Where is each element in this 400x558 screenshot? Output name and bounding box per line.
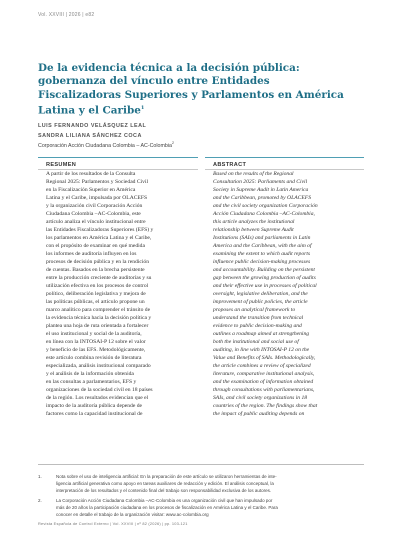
affiliation <box>38 141 174 149</box>
resumen-line: utilización efectiva en los procesos de control <box>46 282 149 289</box>
abstract-line: countries of the region. The findings show that <box>213 402 318 409</box>
resumen-line: este artículo combina revisión de literatura <box>46 354 142 361</box>
abstract-line: outlines a roadmap aimed at strengthening <box>213 330 310 337</box>
resumen-top-rule <box>38 157 198 158</box>
footnote-line: más de 20 años la participación ciudadana en los procesos de fiscalización en América Latina y el Caribe. Para <box>56 505 278 511</box>
abstract-line: evidence to public decision-making and <box>213 322 302 329</box>
abstract-line: gap between the growing production of audits <box>213 274 316 281</box>
resumen-line: y beneficio de las EFS. Metodológicamente, <box>46 346 146 353</box>
resumen-line: y el análisis de la información obtenida <box>46 370 134 377</box>
journal-footer: Revista Española de Control Externo | Vol. XXVIII | nº 82 (2026) | pp. 103-121 <box>38 521 188 526</box>
resumen-line: marco analítico para comprender el tránsito de <box>46 306 151 313</box>
resumen-line: Regional 2025: Parlamentos y Sociedad Civil <box>46 178 149 185</box>
resumen-line: factores como la capacidad institucional de <box>46 410 143 417</box>
resumen-line: organizaciones de la sociedad civil en 18 países <box>46 386 153 393</box>
resumen-line: con el propósito de examinar en qué medida <box>46 242 145 249</box>
resumen-line: artículo analiza el vínculo institucional entre <box>46 218 146 225</box>
abstract-line: oversight, legislative deliberation, and the <box>213 290 308 297</box>
title-text: De la evidencia técnica a la decisión pública: gobernanza del vínculo entre Entidades Fiscalizadoras Superiores y Parlamentos en América Latina y el Caribe <box>38 62 344 117</box>
resumen-line: Ciudadana Colombia –AC-Colombia, este <box>46 210 141 217</box>
abstract-heading: ABSTRACT <box>213 162 247 168</box>
abstract-line: this article analyzes the institutional <box>213 218 295 225</box>
resumen-line: impacto de la auditoría pública depende de <box>46 402 142 409</box>
running-head: Vol. XXVIII | 2026 | e82 <box>38 12 95 18</box>
resumen-line: el uso institucional y social de la auditoría, <box>46 330 142 337</box>
abstract-line: proposes an analytical framework to <box>213 306 296 313</box>
footnote-line: conocer en detalle el trabajo de la organización visitar: www.ac-colombia.org <box>56 511 209 517</box>
resumen-line: plantea una hoja de ruta orientada a fortalecer <box>46 322 149 329</box>
resumen-line: Latina y el Caribe, impulsada por OLACEFS <box>46 194 148 201</box>
footnote-line: La Corporación Acción Ciudadana Colombia –AC-Colombia es una organización civil que han impulsado por <box>56 498 273 504</box>
resumen-line: especializada, análisis institucional comparado <box>46 362 151 369</box>
abstract-line: and their effective use in processes of political <box>213 282 317 289</box>
footnote-line: ligencia artificial generativa como apoyo en tareas auxiliares de redacción y edición. El análisis conceptual, la <box>56 480 274 486</box>
resumen-line: de cuentas. Basados en la brecha persistente <box>46 266 145 273</box>
article-title <box>38 62 356 118</box>
abstract-line: SAIs, and civil society organizations in 18 <box>213 394 308 401</box>
resumen-line: los parlamentos en América Latina y el Caribe, <box>46 234 152 241</box>
resumen-line: procesos de decisión pública y en la rendición <box>46 258 149 265</box>
abstract-line: both the institutional and social use of <box>213 338 299 345</box>
author-name: SANDRA LILIANA SÁNCHEZ COCA <box>38 132 142 139</box>
abstract-line: relationship between Supreme Audit <box>213 226 294 233</box>
abstract-line: Based on the results of the Regional <box>213 171 294 177</box>
affiliation-footnote-ref[interactable]: 2 <box>171 141 174 145</box>
footnote-line: Nota sobre el uso de inteligencia artificial: En la preparación de este artículo se utilizaron herramientas de inte- <box>56 474 277 479</box>
resumen-divider <box>38 169 198 170</box>
abstract-line: through consultations with parliamentarians, <box>213 386 315 393</box>
abstract-line: understand the transition from technical <box>213 314 304 321</box>
author-name: LUIS FERNANDO VELÁSQUEZ LEAL <box>38 123 147 129</box>
footnotes <box>38 474 364 523</box>
abstract-line: literature, comparative institutional analysis, <box>213 370 315 377</box>
abstract-line: Value and Benefits of SAIs. Methodologically, <box>213 354 316 361</box>
abstract-line: America and the Caribbean, with the aim of <box>213 242 312 249</box>
resumen-line: la evidencia técnica hacia la decisión política y <box>46 314 152 321</box>
abstract-line: and the examination of information obtained <box>213 378 314 385</box>
footnote-line: interpretación de los resultados y el contenido final del trabajo son responsabilidad exclusiva de los autores. <box>56 487 272 493</box>
abstract-line: Institutions (SAIs) and parliaments in Latin <box>213 234 311 241</box>
footnote-number: 2. <box>38 498 42 504</box>
footnote-number: 1. <box>38 474 42 479</box>
resumen-line: en línea con la INTOSAI-P 12 sobre el valor <box>46 338 146 345</box>
resumen-line: entre la producción creciente de auditorías y su <box>46 274 152 281</box>
resumen-line: las Entidades Fiscalizadoras Superiores (EFS) y <box>46 226 154 233</box>
abstract-body <box>213 171 363 419</box>
abstract-line: and the Caribbean, promoted by OLACEFS <box>213 194 311 201</box>
abstract-line: the article combines a review of specialized <box>213 362 311 369</box>
abstract-line: and the civil society organization Corporación <box>213 202 318 209</box>
resumen-line: de la región. Los resultados evidencian que el <box>46 394 149 401</box>
resumen-line: A partir de los resultados de la Consulta <box>46 171 136 177</box>
abstract-top-rule <box>205 157 364 158</box>
resumen-line: las políticas públicas, el artículo propone un <box>46 298 145 305</box>
resumen-body <box>46 171 194 419</box>
abstract-line: Consultation 2025: Parliaments and Civil <box>213 178 308 185</box>
abstract-line: the impact of public auditing depends on <box>213 410 305 417</box>
footnote-separator <box>38 464 364 465</box>
resumen-line: los informes de auditoría influyen en los <box>46 250 137 257</box>
footnote <box>38 474 364 494</box>
resumen-line: político, deliberación legislativa y mejora de <box>46 290 146 297</box>
abstract-divider <box>205 169 364 170</box>
abstract-line: improvement of public policies, the article <box>213 298 308 305</box>
abstract-line: and accountability. Building on the persistent <box>213 266 315 273</box>
resumen-line: y la organización civil Corporación Acción <box>46 202 143 209</box>
footnote <box>38 498 364 518</box>
resumen-heading: RESUMEN <box>46 162 77 168</box>
author-list <box>38 122 146 141</box>
abstract-line: examining the extent to which audit reports <box>213 250 311 257</box>
title-footnote-ref[interactable]: 1 <box>140 105 145 112</box>
resumen-line: en las consultas a parlamentarios, EFS y <box>46 378 137 385</box>
abstract-line: auditing, in line with INTOSAI-P 12 on the <box>213 346 310 353</box>
abstract-line: Society in Supreme Audit in Latin America <box>213 186 309 193</box>
abstract-line: influence public decision-making processes <box>213 258 311 265</box>
affiliation-text: Corporación Acción Ciudadana Colombia – AC-Colombia <box>38 142 172 149</box>
resumen-line: en la Fiscalización Superior en América <box>46 186 136 193</box>
abstract-line: Acción Ciudadana Colombia –AC-Colombia, <box>213 210 315 217</box>
